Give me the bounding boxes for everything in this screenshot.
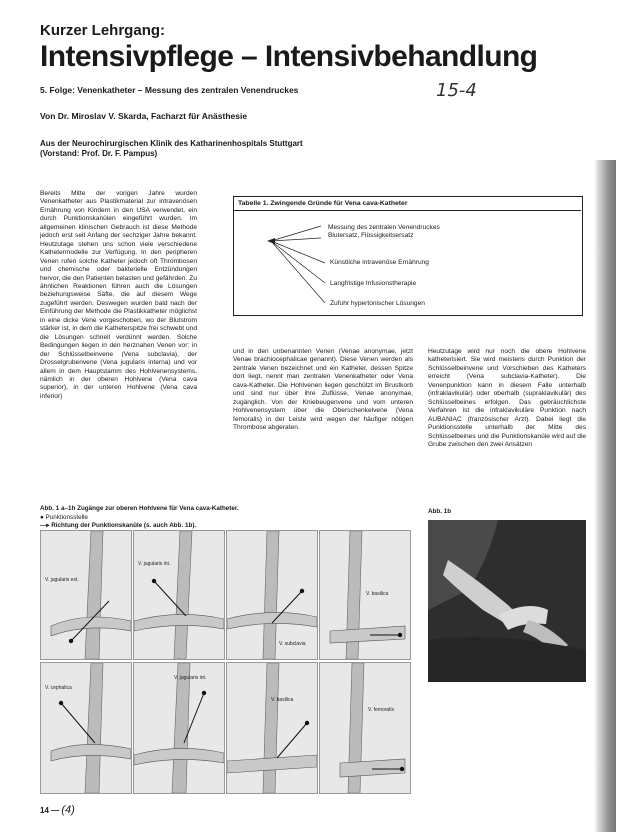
page-number-text: 14 —: [40, 806, 60, 815]
institution-name: Aus der Neurochirurgischen Klinik des Katharinenhospitals Stuttgart: [40, 139, 303, 148]
page-number: [40, 804, 75, 816]
photograph: [428, 520, 586, 682]
panel-label: V. jugularis int.: [174, 675, 207, 681]
subtitle: 5. Folge: Venenkatheter – Messung des zentralen Venendruckes: [40, 85, 299, 95]
photo-label: Abb. 1b: [428, 508, 452, 515]
panel-label: V. basilica: [366, 591, 389, 597]
kicker: Kurzer Lehrgang:: [40, 22, 166, 39]
panel-label: V. jugularis int.: [138, 561, 171, 567]
figure-caption: [40, 505, 400, 531]
figure-caption-title: Abb. 1 a–1h Zugänge zur oberen Hohlvene für Vena cava-Katheter.: [40, 505, 239, 512]
anatomy-panel-g: [226, 662, 318, 794]
panel-label: V. cephalica: [45, 685, 72, 691]
scan-edge-shadow: [594, 160, 616, 832]
page-title: Intensivpflege – Intensivbehandlung: [40, 40, 538, 73]
body-column-1: [40, 190, 197, 401]
handwritten-page-note: (4): [61, 804, 75, 816]
neck-vein-illustration-icon: [134, 663, 224, 793]
anatomy-panel-a: [40, 530, 132, 660]
figure-legend-point: ● Punktionsstelle: [40, 513, 88, 521]
hands-procedure-photo-icon: [428, 520, 586, 682]
panel-label: V. subclavia: [279, 641, 306, 647]
paragraph: Bereits Mitte der vorigen Jahre wurden Venenkatheter aus Plastikmaterial zur intravenösen Ernährung von Kindern in den USA verwendet, ein durch Punktionskanülen eingeführt wurden. Im allgemeinen klinischen Gebrauch ist diese Methode jedoch erst seit Anfang der sechziger Jahre bekannt. Heutzutage stehen uns schon viele verschiedene Kathetermodelle zur Verfügung. In den peripheren Venen rufen solche Katheter jedoch oft Thrombosen und chemische oder bakterielle Entzündungen hervor, die den Patienten belasten und gefährden. Zu ähnlichen Reaktionen führen auch die Lösungen beziehungsweise Säfte, die auf diesem Wege zugeführt werden. Deswegen wurden bald nach der Einführung der Methode die Plastikkatheter möglichst in eine dicke Vene vorgeschoben, wo der Blutstrom stärker ist, in dem die Katheterspitze frei schwebt und die Lösungen schnell verdünnt werden. Solche Bedingungen liegen in den herznahen Venen vor: in der Schlüsselbeinvene (Vena subclavia), der Drosselgrubenvene (Vena jugularis interna) und vor allem in dem Hauptstamm des Hohlvenensystems, nämlich in der oberen Hohlvene (Vena cava superior), in der unteren Hohlvene (Vena cava inferior): [40, 190, 197, 400]
institution: [40, 139, 480, 159]
anatomy-panel-f: [133, 662, 225, 794]
anatomy-panel-h: [319, 662, 411, 794]
neck-vein-illustration-icon: [134, 531, 224, 659]
arm-vein-illustration-icon: [320, 531, 410, 659]
handwritten-note: 15-4: [436, 80, 477, 101]
neck-vein-illustration-icon: [41, 531, 131, 659]
arm-vein-illustration-icon: [227, 663, 317, 793]
body-column-2: [233, 348, 413, 433]
institution-director: (Vorstand: Prof. Dr. F. Pampus): [40, 149, 158, 158]
anatomy-panel-d: [319, 530, 411, 660]
neck-vein-illustration-icon: [41, 663, 131, 793]
reason-item: Blutersatz, Flüssigkeitsersatz: [328, 232, 414, 239]
anatomy-panel-b: [133, 530, 225, 660]
leg-vein-illustration-icon: [320, 663, 410, 793]
panel-label: V. jugularis ext.: [45, 577, 79, 583]
reason-item: Langfristige Infusionstherapie: [330, 280, 417, 287]
reason-item: Zufuhr hypertonischer Lösungen: [330, 300, 425, 307]
figure-legend-arrow: —▸ Richtung der Punktionskanüle (s. auch Abb. 1b).: [40, 522, 197, 529]
body-column-3: [428, 348, 586, 449]
panel-label: V. femoralis: [368, 707, 394, 713]
reason-item: Messung des zentralen Venendruckes: [328, 224, 440, 231]
paragraph: Heutzutage wird nur noch die obere Hohlvene katheterisiert. Sie wird meistens durch Punktion der Schlüsselbeinvene und Vorschieben des Katheters erreicht (Vena subclavia-Katheter). Die Venenpunktion kann in diesem Falle unterhalb (infraklavikulär) oder oberhalb (supraklavikulär) des Schlüsselbeines erfolgen. Das gebräuchlichste Verfahren ist die infraklavikuläre Punktion nach AUBANIAC (französischer Arzt). Dabei liegt die Punktionsstelle unterhalb der Mitte des Schlüsselbeines und die Punktionskanüle wird auf die Grube zwischen den zwei Ansätzen: [428, 348, 586, 448]
anatomy-panel-e: [40, 662, 132, 794]
neck-vein-illustration-icon: [227, 531, 317, 659]
anatomy-panel-c: [226, 530, 318, 660]
table-title: Tabelle 1. Zwingende Gründe für Vena cava-Katheter: [238, 200, 408, 207]
panel-label: V. basilica: [271, 697, 294, 703]
author-line: Von Dr. Miroslav V. Skarda, Facharzt für Anästhesie: [40, 111, 248, 121]
reason-item: Künstliche intravenöse Ernährung: [330, 259, 429, 266]
paragraph: und in den unbenannten Venen (Venae anonymae, jetzt Venae brachiocephalicae genannt). Diese Venen werden als zentrale Venen bezeichnet und ein Katheter, dessen Spitze dort liegt, nennt man zentralen Venenkatheter oder Vena cava-Katheter. Die Hohlvenen liegen geschützt im Brustkorb und sind nur über ihre Zuflüsse, Venae anonymae, zugänglich. Von der Kniebeugenvene und vom unteren Hohlvenensystem über die Oberschenkelvene (Vena femoralis) in der Leiste wird wegen der häufiger nötigen Thrombose abgeraten.: [233, 348, 413, 432]
